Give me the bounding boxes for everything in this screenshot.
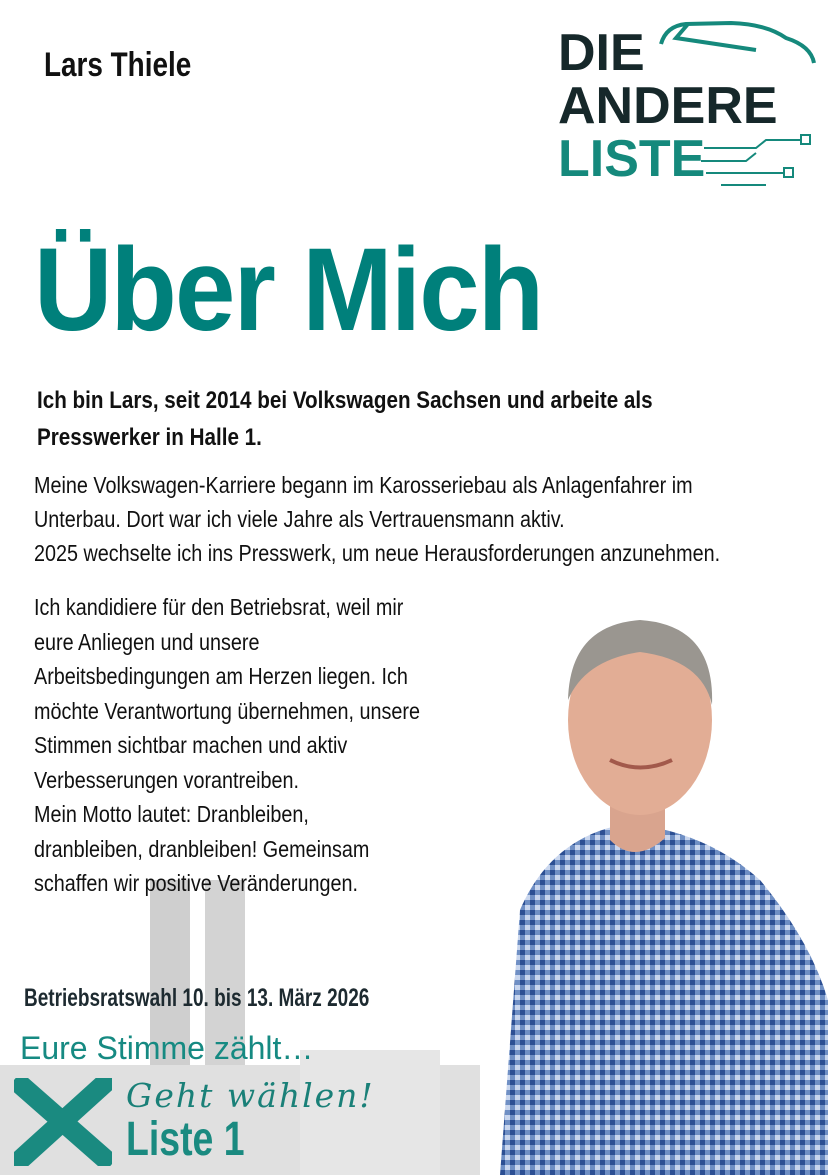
logo-line1: DIE <box>558 24 645 82</box>
intro-line: Ich bin Lars, seit 2014 bei Volkswagen Sachsen und arbeite als <box>37 387 653 414</box>
logo-line2: ANDERE <box>558 77 778 135</box>
paragraph-line: Stimmen sichtbar machen und aktiv <box>34 732 348 758</box>
paragraph-line: schaffen wir positive Veränderungen. <box>34 870 359 896</box>
slogan: Eure Stimme zählt… <box>20 1030 314 1066</box>
candidate-photo <box>440 580 828 1175</box>
list-number-text: Liste 1 <box>126 1113 245 1166</box>
paragraph-line: Meine Volkswagen-Karriere begann im Karosseriebau als Anlagenfahrer im <box>34 472 693 498</box>
paragraph-line: Unterbau. Dort war ich viele Jahre als Vertrauensmann aktiv. <box>34 506 565 532</box>
call-to-vote: Geht wählen! <box>126 1076 375 1115</box>
paragraph-line: Ich kandidiere für den Betriebsrat, weil mir <box>34 594 404 620</box>
election-dates <box>24 984 478 1013</box>
paragraph-line: eure Anliegen und unsere <box>34 628 260 655</box>
candidate-name-text: Lars Thiele <box>44 46 192 84</box>
paragraph-line: 2025 wechselte ich ins Presswerk, um neue Herausforderungen anzunehmen. <box>34 540 721 566</box>
logo-line3: LISTE <box>558 130 706 188</box>
paragraph-line: dranbleiben, dranbleiben! Gemeinsam <box>34 835 370 862</box>
intro-text <box>37 382 797 456</box>
die-andere-liste-logo <box>556 8 821 188</box>
paragraph-line: Mein Motto lautet: Dranbleiben, <box>34 801 309 827</box>
page-title-text: Über Mich <box>34 224 543 356</box>
list-number <box>126 1112 278 1167</box>
intro-line: Presswerker in Halle 1. <box>37 424 262 451</box>
vote-cross-icon <box>14 1078 112 1166</box>
election-dates-text: Betriebsratswahl 10. bis 13. März 2026 <box>24 984 370 1012</box>
paragraph-line: Arbeitsbedingungen am Herzen liegen. Ich <box>34 663 408 689</box>
paragraph-line: Verbesserungen vorantreiben. <box>34 766 300 793</box>
career-paragraph <box>34 468 828 570</box>
motivation-paragraph <box>34 590 483 901</box>
paragraph-line: möchte Verantwortung übernehmen, unsere <box>34 697 420 724</box>
page-title <box>34 222 586 358</box>
candidate-name <box>44 46 224 85</box>
